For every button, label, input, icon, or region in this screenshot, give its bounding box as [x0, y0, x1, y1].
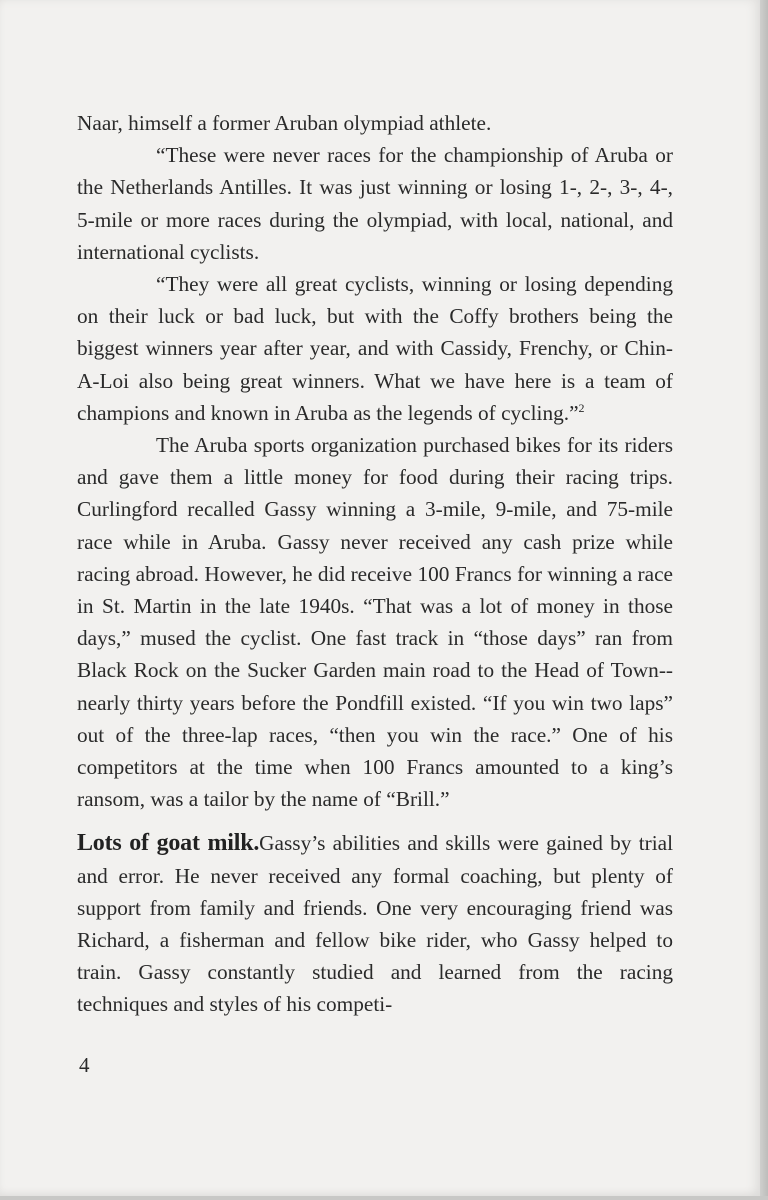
paragraph-continuation: Naar, himself a former Aruban olympiad athlete.: [77, 111, 492, 135]
quote-paragraph-2-text: “They were all great cyclists, winning or losing depending on their luck or bad luck, but with the Coffy brothers being the biggest winners year after year, and with Cassidy, Frenchy, or Chin-A-Loi also being great winners. What we have here is a team of champions and known in Aruba as the legends of cycling.”: [77, 272, 673, 425]
body-text: [77, 107, 673, 1021]
page-edge-right: [760, 0, 768, 1200]
footnote-reference: 2: [578, 400, 585, 415]
paragraph-bikes: The Aruba sports organization purchased bikes for its riders and gave them a little money for food during their racing trips. Curlingford recalled Gassy winning a 3-mile, 9-mile, and 75-mile race while in Aruba. Gassy never received any cash prize while racing abroad. However, he did receive 100 Francs for winning a race in St. Martin in the late 1940s. “That was a lot of money in those days,” mused the cyclist. One fast track in “those days” ran from Black Rock on the Sucker Garden main road to the Head of Town--nearly thirty years before the Pondfill existed. “If you win two laps” out of the three-lap races, “then you win the race.” One of his competitors at the time when 100 Francs amounted to a king’s ransom, was a tailor by the name of “Brill.”: [77, 433, 673, 812]
quote-paragraph-2: [77, 268, 673, 429]
quote-paragraph-1: “These were never races for the championship of Aruba or the Netherlands Antilles. It was just winning or losing 1-, 2-, 3-, 4-, 5-mile or more races during the olympiad, with local, national, and international cyclists.: [77, 143, 673, 264]
page-edge-bottom: [0, 1196, 768, 1200]
page-number: 4: [79, 1053, 90, 1077]
section-heading: Lots of goat milk.: [77, 830, 260, 857]
section-text: Gassy’s abilities and skills were gained by trial and error. He never received any formal coaching, but plenty of support from family and friends. One very encouraging friend was Richard, a fisherman and fellow bike rider, who Gassy helped to train. Gassy constantly studied and learned from the racing techniques and styles of his competi-: [77, 831, 673, 1017]
section-paragraph: [77, 827, 673, 1020]
